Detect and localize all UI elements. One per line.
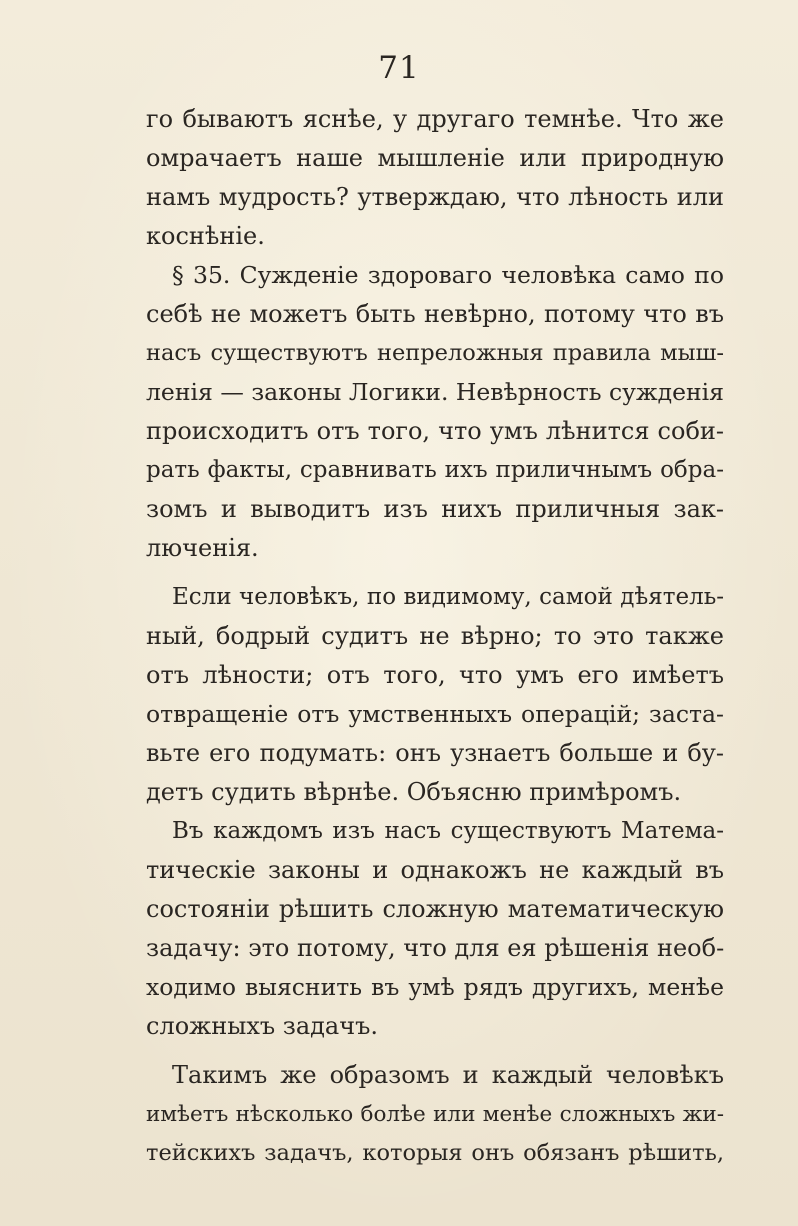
page-text xyxy=(146,100,724,1173)
text-line: омрачаетъ наше мышленіе или природную xyxy=(146,144,724,172)
text-line: происходитъ отъ того, что умъ лѣнится соби- xyxy=(146,417,724,445)
text-line: тейскихъ задачъ, которыя онъ обязанъ рѣшить, xyxy=(146,1140,724,1166)
text-line: ходимо выяснить въ умѣ рядъ другихъ, менѣе xyxy=(146,973,724,1001)
section-heading-line: § 35. Сужденіе здороваго человѣка само по xyxy=(172,261,724,289)
text-line: зомъ и выводитъ изъ нихъ приличныя зак- xyxy=(146,495,724,523)
text-line: задачу: это потому, что для ея рѣшенія необ- xyxy=(146,934,724,962)
text-line: люченія. xyxy=(146,534,259,562)
text-line: Въ каждомъ изъ насъ существуютъ Матема- xyxy=(172,818,724,844)
text-line: ленія — законы Логики. Невѣрность сужденія xyxy=(146,378,724,406)
text-line: насъ существуютъ непреложныя правила мыш- xyxy=(146,340,724,366)
text-line: рать факты, сравнивать ихъ приличнымъ обра- xyxy=(146,457,724,483)
text-line: состояніи рѣшить сложную математическую xyxy=(146,895,724,923)
text-line: себѣ не можетъ быть невѣрно, потому что въ xyxy=(146,300,724,328)
text-line: имѣетъ нѣсколько болѣе или менѣе сложныхъ жи- xyxy=(146,1102,724,1127)
text-line: Если человѣкъ, по видимому, самой дѣятель- xyxy=(172,584,724,610)
text-line: ный, бодрый судитъ не вѣрно; то это также xyxy=(146,622,724,650)
text-line: го бываютъ яснѣе, у другаго темнѣе. Что же xyxy=(146,105,724,133)
text-line: сложныхъ задачъ. xyxy=(146,1012,378,1040)
text-line: отъ лѣности; отъ того, что умъ его имѣетъ xyxy=(146,661,724,689)
text-line: тическіе законы и однакожъ не каждый въ xyxy=(146,856,724,884)
text-line: Такимъ же образомъ и каждый человѣкъ xyxy=(172,1061,724,1089)
text-line: коснѣніе. xyxy=(146,222,265,250)
text-line: детъ судить вѣрнѣе. Объясню примѣромъ. xyxy=(146,778,682,806)
text-line: отвращеніе отъ умственныхъ операцій; заста- xyxy=(146,700,724,728)
text-line: намъ мудрость? утверждаю, что лѣность или xyxy=(146,183,724,211)
page-number: 71 xyxy=(378,50,420,86)
text-line: вьте его подумать: онъ узнаетъ больше и бу- xyxy=(146,739,724,767)
